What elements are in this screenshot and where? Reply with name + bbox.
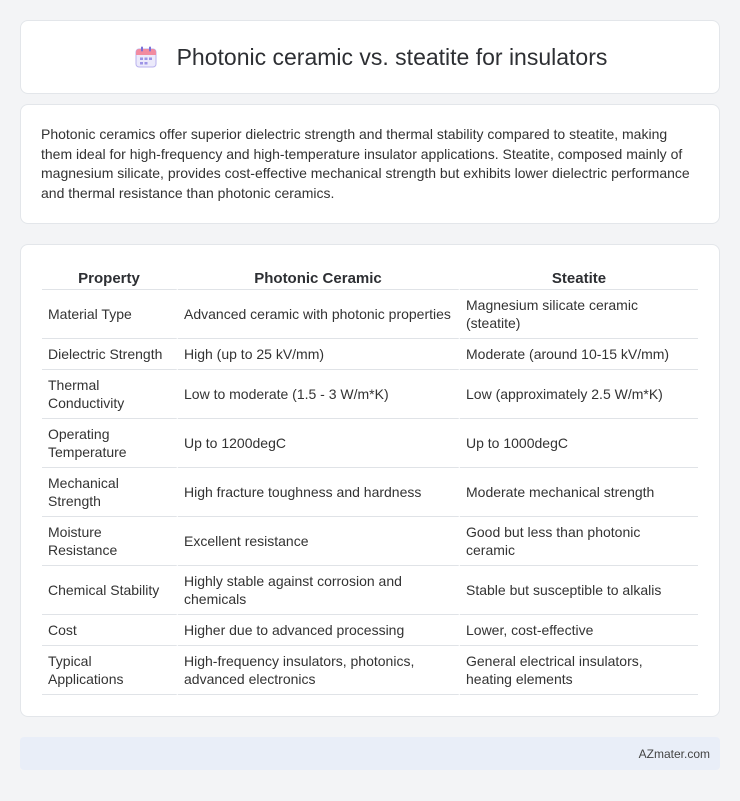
photonic-cell: Up to 1200degC — [178, 419, 460, 468]
footer-brand[interactable]: AZmater.com — [638, 746, 710, 761]
steatite-cell: Moderate (around 10-15 kV/mm) — [460, 339, 698, 370]
property-cell: Mechanical Strength — [42, 468, 178, 517]
property-cell: Thermal Conductivity — [42, 370, 178, 419]
steatite-cell: Lower, cost-effective — [460, 615, 698, 646]
comparison-table-card — [20, 244, 720, 717]
property-cell: Moisture Resistance — [42, 517, 178, 566]
summary-text: Photonic ceramics offer superior dielectric strength and thermal stability compared to steatite, making them ideal for high-frequency and high-temperature insulator applications. Steatite, composed mainly of magnesium silicate, provides cost-effective mechanical strength but exhibits lower dielectric performance and thermal resistance than photonic ceramics. — [41, 126, 690, 201]
photonic-cell: Excellent resistance — [178, 517, 460, 566]
steatite-cell: Low (approximately 2.5 W/m*K) — [460, 370, 698, 419]
property-cell: Dielectric Strength — [42, 339, 178, 370]
photonic-cell: High-frequency insulators, photonics, advanced electronics — [178, 646, 460, 695]
table-row — [42, 517, 698, 566]
photonic-cell: High fracture toughness and hardness — [178, 468, 460, 517]
property-cell: Operating Temperature — [42, 419, 178, 468]
title-card — [20, 20, 720, 94]
property-cell: Typical Applications — [42, 646, 178, 695]
table-row — [42, 615, 698, 646]
steatite-cell: Good but less than photonic ceramic — [460, 517, 698, 566]
table-row — [42, 468, 698, 517]
header-steatite: Steatite — [460, 265, 698, 290]
photonic-cell: Low to moderate (1.5 - 3 W/m*K) — [178, 370, 460, 419]
page-title: Photonic ceramic vs. steatite for insulators — [176, 43, 608, 70]
property-cell: Chemical Stability — [42, 566, 178, 615]
header-property: Property — [42, 265, 178, 290]
summary-card — [20, 104, 720, 224]
table-row — [42, 290, 698, 339]
table-row — [42, 370, 698, 419]
steatite-cell: Stable but susceptible to alkalis — [460, 566, 698, 615]
table-header-row — [42, 265, 698, 290]
steatite-cell: Up to 1000degC — [460, 419, 698, 468]
table-row — [42, 339, 698, 370]
header-photonic-ceramic: Photonic Ceramic — [178, 265, 460, 290]
property-cell: Cost — [42, 615, 178, 646]
table-row — [42, 646, 698, 695]
property-cell: Material Type — [42, 290, 178, 339]
photonic-cell: Advanced ceramic with photonic properties — [178, 290, 460, 339]
calendar-icon — [133, 44, 159, 70]
steatite-cell: General electrical insulators, heating elements — [460, 646, 698, 695]
photonic-cell: Highly stable against corrosion and chemicals — [178, 566, 460, 615]
comparison-table — [42, 265, 698, 695]
table-row — [42, 419, 698, 468]
table-row — [42, 566, 698, 615]
footer — [20, 737, 720, 770]
photonic-cell: High (up to 25 kV/mm) — [178, 339, 460, 370]
steatite-cell: Moderate mechanical strength — [460, 468, 698, 517]
steatite-cell: Magnesium silicate ceramic (steatite) — [460, 290, 698, 339]
photonic-cell: Higher due to advanced processing — [178, 615, 460, 646]
